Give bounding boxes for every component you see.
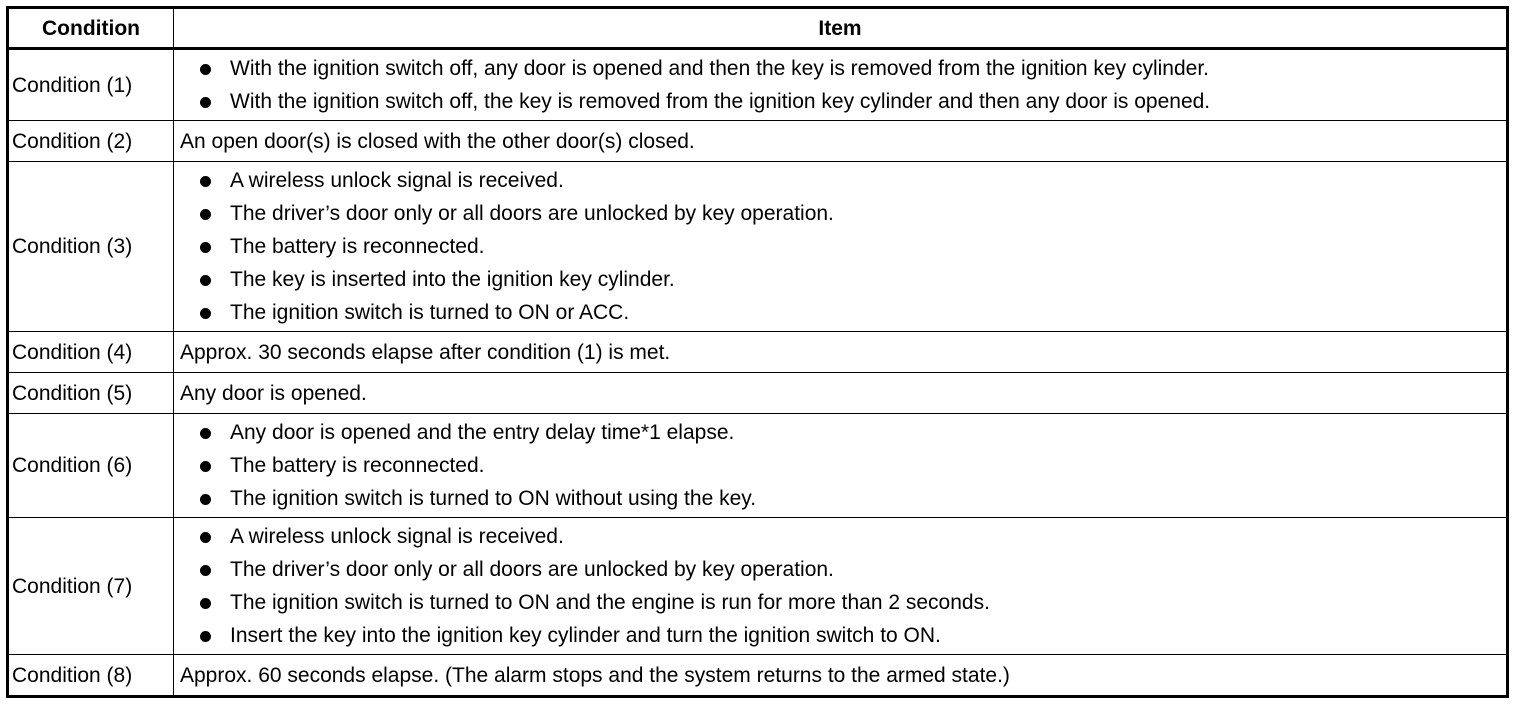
condition-label: Condition (5) — [8, 373, 174, 414]
bullet-list — [180, 414, 1506, 517]
bullet-item: With the ignition switch off, any door is opened and then the key is removed from the ignition key cylinder. — [200, 52, 1506, 85]
condition-table — [6, 6, 1509, 698]
bullet-list — [180, 162, 1506, 331]
bullet-item: The ignition switch is turned to ON or ACC. — [200, 296, 1506, 329]
item-text: An open door(s) is closed with the other door(s) closed. — [174, 121, 1508, 162]
table-header-row — [8, 8, 1508, 49]
item-cell — [174, 162, 1508, 332]
bullet-item: The battery is reconnected. — [200, 449, 1506, 482]
bullet-item: Insert the key into the ignition key cylinder and turn the ignition switch to ON. — [200, 619, 1506, 652]
bullet-list — [180, 50, 1506, 120]
item-cell — [174, 414, 1508, 518]
item-cell — [174, 518, 1508, 655]
condition-label: Condition (6) — [8, 414, 174, 518]
item-text: Approx. 30 seconds elapse after condition (1) is met. — [174, 332, 1508, 373]
condition-label: Condition (2) — [8, 121, 174, 162]
bullet-item: With the ignition switch off, the key is removed from the ignition key cylinder and then any door is opened. — [200, 85, 1506, 118]
item-text: Approx. 60 seconds elapse. (The alarm stops and the system returns to the armed state.) — [174, 655, 1508, 697]
table-row — [8, 518, 1508, 655]
item-cell — [174, 49, 1508, 121]
condition-label: Condition (1) — [8, 49, 174, 121]
bullet-item: A wireless unlock signal is received. — [200, 520, 1506, 553]
bullet-item: Any door is opened and the entry delay time*1 elapse. — [200, 416, 1506, 449]
table-row — [8, 332, 1508, 373]
bullet-item: The key is inserted into the ignition key cylinder. — [200, 263, 1506, 296]
condition-label: Condition (8) — [8, 655, 174, 697]
item-text: Any door is opened. — [174, 373, 1508, 414]
condition-label: Condition (4) — [8, 332, 174, 373]
bullet-item: The driver’s door only or all doors are unlocked by key operation. — [200, 553, 1506, 586]
condition-label: Condition (7) — [8, 518, 174, 655]
bullet-item: A wireless unlock signal is received. — [200, 164, 1506, 197]
bullet-item: The driver’s door only or all doors are unlocked by key operation. — [200, 197, 1506, 230]
table-row — [8, 373, 1508, 414]
bullet-item: The battery is reconnected. — [200, 230, 1506, 263]
bullet-item: The ignition switch is turned to ON without using the key. — [200, 482, 1506, 515]
condition-table-wrapper — [6, 6, 1506, 698]
header-condition: Condition — [8, 8, 174, 49]
table-row — [8, 162, 1508, 332]
table-row — [8, 49, 1508, 121]
table-row — [8, 655, 1508, 697]
table-row — [8, 414, 1508, 518]
table-body — [8, 49, 1508, 697]
bullet-item: The ignition switch is turned to ON and the engine is run for more than 2 seconds. — [200, 586, 1506, 619]
condition-label: Condition (3) — [8, 162, 174, 332]
table-row — [8, 121, 1508, 162]
header-item: Item — [174, 8, 1508, 49]
bullet-list — [180, 518, 1506, 654]
